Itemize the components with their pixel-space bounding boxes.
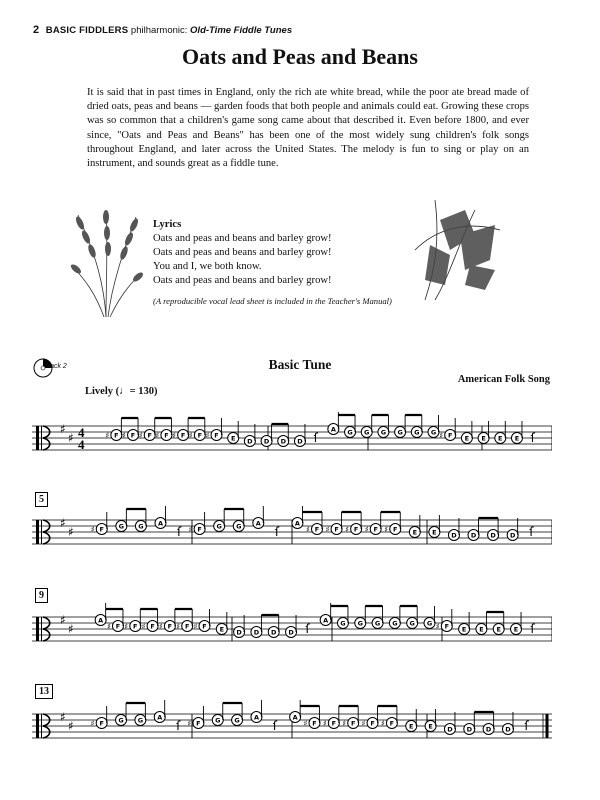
sharp-sign: ♯ [60,422,66,436]
note-letter: D [247,437,253,446]
note-letter: A [253,713,259,722]
alto-clef [36,426,39,450]
note-letter: F [115,622,121,631]
note-letter: F [353,525,359,534]
note-letter: E [496,625,501,634]
note-letter: A [292,713,298,722]
note-letter: D [470,531,477,540]
sharp-sign: ♯ [124,622,129,631]
sharp-sign: ♯ [138,431,143,440]
note-letter: G [234,716,240,725]
note-letter: D [271,628,277,637]
note-letter: F [350,719,356,728]
note-letter: G [216,522,222,531]
sharp-sign: ♯ [176,622,181,631]
sharp-sign: ♯ [90,719,95,728]
note-letter: G [426,619,433,628]
sharp-sign: ♯ [439,431,444,440]
music-staff-2 [32,496,552,566]
note-letter: D [466,725,472,734]
note-letter: A [330,425,336,434]
quarter-rest: ſ [524,719,529,733]
sharp-sign: ♯ [158,622,163,631]
sharp-sign: ♯ [90,525,95,534]
sharp-sign: ♯ [141,622,146,631]
book-title: Old-Time Fiddle Tunes [190,25,293,36]
note-letter: E [428,722,433,731]
note-letter: F [167,622,173,631]
publisher-name: philharmonic: [130,25,188,36]
note-letter: F [133,622,138,631]
time-signature-bottom: 4 [78,437,85,452]
note-letter: G [340,619,346,628]
sharp-sign: ♯ [384,525,389,534]
sharp-sign: ♯ [68,525,74,539]
note-letter: G [138,522,144,531]
lyrics-line: Oats and peas and beans and barley grow! [153,233,332,244]
note-letter: A [98,616,104,625]
note-letter: D [236,628,242,637]
note-letter: E [479,625,484,634]
lyrics-line: You and I, we both know. [153,261,262,272]
sharp-sign: ♯ [188,431,193,440]
section-title: Basic Tune [268,357,332,372]
note-letter: F [184,622,190,631]
sharp-sign: ♯ [122,431,126,440]
quarter-rest: ſ [530,431,535,445]
note-letter: G [380,428,387,437]
quarter-rest: ſ [313,431,318,445]
sharp-sign: ♯ [155,431,160,440]
sharp-sign: ♯ [306,525,310,534]
quarter-note-icon: ♩ [119,386,130,397]
note-letter: A [294,519,300,528]
grain-illustration [66,205,146,320]
note-letter: D [288,628,294,637]
music-staff-1 [32,402,552,472]
sharp-sign: ♯ [60,710,66,724]
quarter-rest: ſ [305,622,310,636]
note-letter: G [357,619,363,628]
note-letter: E [412,528,418,537]
note-letter: E [498,434,503,443]
alto-clef [36,520,39,544]
sharp-sign: ♯ [193,622,198,631]
note-letter: F [196,719,201,728]
note-letter: E [464,434,470,443]
quarter-rest: ſ [177,525,182,539]
sharp-sign: ♯ [303,719,308,728]
note-letter: G [374,619,381,628]
measure-number: 13 [35,684,53,699]
note-letter: F [393,525,398,534]
note-letter: F [114,431,119,440]
sharp-sign: ♯ [172,431,176,440]
alto-clef [41,520,42,544]
alto-clef [41,714,42,738]
note-letter: F [202,622,207,631]
note-letter: G [347,428,353,437]
sharp-sign: ♯ [187,719,192,728]
note-letter: F [370,719,375,728]
music-staff-3 [32,593,552,663]
quarter-rest: ſ [272,719,278,733]
note-letter: F [197,431,203,440]
note-letter: F [334,525,339,534]
note-letter: F [373,525,378,534]
note-letter: F [312,719,317,728]
note-letter: F [444,622,450,631]
note-letter: E [514,434,520,443]
note-letter: G [430,428,437,437]
note-letter: E [461,625,467,634]
note-letter: E [481,434,486,443]
note-letter: E [432,528,437,537]
measure-number: 5 [35,492,48,507]
time-signature-top: 4 [78,425,85,440]
note-letter: G [118,716,124,725]
note-letter: D [505,725,511,734]
note-letter: F [147,431,152,440]
sharp-sign: ♯ [345,525,350,534]
series-name: BASIC FIDDLERS [45,25,129,36]
note-letter: E [409,722,414,731]
alto-clef [41,426,42,450]
note-letter: F [130,431,136,440]
music-staff-4 [32,690,552,760]
note-letter: G [397,428,403,437]
note-letter: G [409,619,415,628]
lyrics-line: Oats and peas and beans and barley grow! [153,247,332,258]
note-letter: F [214,431,219,440]
note-letter: G [236,522,242,531]
sharp-sign: ♯ [205,431,210,440]
note-letter: E [219,625,225,634]
alto-clef [36,714,39,738]
note-letter: D [451,531,457,540]
note-letter: D [263,437,270,446]
intro-paragraph: It is said that in past times in England, only the rich ate white bread, while the poor ate bread made of dried oats, peas and beans — garden foods that both people and animals could eat. Growing these crops was so common that a children's game song came about that described it. Even before 1800, and ever since, "Oats and Peas and Beans" has been one of the most widely sung children's folk songs throughout England, and later across the United States. The melody is fun to sing or play on an instrument, and sounds great as a fiddle tune. [87,87,529,170]
sharp-sign: ♯ [60,516,66,530]
note-letter: F [447,431,453,440]
note-letter: D [485,725,492,734]
page-number: 2 [33,24,40,36]
note-letter: G [118,522,125,531]
note-letter: F [197,525,202,534]
note-letter: D [447,725,453,734]
note-letter: G [364,428,370,437]
sharp-sign: ♯ [325,525,330,534]
page-title: Oats and Peas and Beans [182,44,418,69]
note-letter: F [99,719,104,728]
note-letter: A [323,616,329,625]
sharp-sign: ♯ [322,719,327,728]
track-label: Track 2 [44,363,67,370]
sharp-sign: ♯ [364,525,369,534]
note-letter: D [280,437,286,446]
lead-sheet-note: (A reproducible vocal lead sheet is included in the Teacher's Manual) [153,296,392,306]
quarter-rest: ſ [274,525,280,539]
note-letter: A [255,519,261,528]
tempo-label: Lively ( [85,386,120,397]
note-letter: G [414,428,420,437]
note-letter: D [253,628,260,637]
note-letter: E [513,625,519,634]
note-letter: E [230,434,236,443]
quarter-rest: ſ [529,525,534,539]
note-letter: F [99,525,105,534]
sharp-sign: ♯ [105,431,110,440]
note-letter: F [150,622,155,631]
tempo-bpm: = 130) [129,386,158,397]
sharp-sign: ♯ [435,622,440,631]
quarter-rest: ſ [176,719,181,733]
sharp-sign: ♯ [361,719,366,728]
page-header [33,24,292,36]
note-letter: A [157,713,163,722]
lyrics-block [153,218,332,288]
note-letter: F [180,431,186,440]
sharp-sign: ♯ [188,525,193,534]
tempo-marking [85,386,157,397]
sharp-sign: ♯ [68,431,74,445]
pea-plant-illustration [405,190,505,305]
measure-number: 9 [35,588,48,603]
note-letter: F [389,719,395,728]
note-letter: G [215,716,221,725]
sharp-sign: ♯ [68,622,74,636]
lyrics-heading: Lyrics [153,219,182,230]
note-letter: F [331,719,337,728]
sharp-sign: ♯ [68,719,74,733]
note-letter: D [297,437,303,446]
note-letter: D [509,531,516,540]
alto-clef [41,617,42,641]
note-letter: A [157,519,163,528]
quarter-rest: ſ [530,622,535,636]
sharp-sign: ♯ [106,622,111,631]
note-letter: F [164,431,169,440]
note-letter: G [137,716,144,725]
composer: American Folk Song [457,374,550,385]
lyrics-line: Oats and peas and beans and barley grow! [153,275,332,286]
note-letter: F [314,525,320,534]
sharp-sign: ♯ [380,719,385,728]
note-letter: D [490,531,496,540]
note-letter: G [392,619,398,628]
sharp-sign: ♯ [342,719,347,728]
alto-clef [36,617,39,641]
sharp-sign: ♯ [60,613,66,627]
